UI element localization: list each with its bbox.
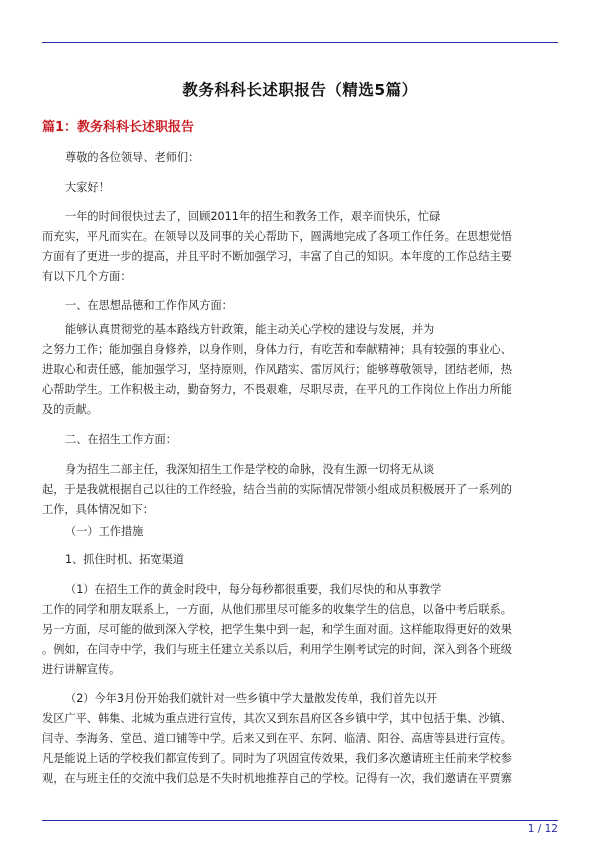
body-line: 能够认真贯彻党的基本路线方针政策，能主动关心学校的建设与发展，并为 xyxy=(65,323,435,336)
body-line: 起，于是我就根据自己以往的工作经验，结合当前的实际情况带领小组成员积极展开了一系列的 xyxy=(42,483,512,496)
body-line: 及的贡献。 xyxy=(42,403,98,416)
body-line: 闫寺、李海务、堂邑、道口铺等中学。后来又到在平、东阿、临清、阳谷、高唐等县进行宣传。 xyxy=(42,732,512,745)
body-line: 另一方面，尽可能的做到深入学校，把学生集中到一起，和学生面对面。这样能取得更好的效果 xyxy=(42,623,512,636)
body-line: 心帮助学生。工作积极主动，勤奋努力，不畏艰难，尽职尽责，在平凡的工作岗位上作出力所能 xyxy=(42,383,512,396)
body-line: 二、在招生工作方面： xyxy=(65,433,177,446)
body-line: （一）工作措施 xyxy=(65,525,144,538)
body-line: 尊敬的各位领导、老师们： xyxy=(65,151,200,164)
body-line: 大家好！ xyxy=(65,181,110,194)
body-line: 方面有了更进一步的提高，并且平时不断加强学习，丰富了自己的知识。本年度的工作总结主要 xyxy=(42,250,512,263)
header-rule xyxy=(42,42,558,43)
body-line: 一、在思想品德和工作作风方面： xyxy=(65,299,233,312)
document-title: 教务科科长述职报告（精选5篇） xyxy=(182,81,418,99)
body-line: 。例如，在闫寺中学，我们与班主任建立关系以后，利用学生刚考试完的时间，深入到各个班级 xyxy=(42,643,512,656)
footer-rule xyxy=(42,820,558,821)
body-line: 一年的时间很快过去了，回顾2011年的招生和教务工作，艰辛而快乐，忙碌 xyxy=(65,210,441,223)
body-line: 工作，具体情况如下： xyxy=(42,503,154,516)
body-line: 1、抓住时机、拓宽渠道 xyxy=(65,553,184,566)
body-line: （2）今年3月份开始我们就针对一些乡镇中学大量散发传单，我们首先以开 xyxy=(65,692,438,705)
body-line: 发区广平、韩集、北城为重点进行宣传，其次又到东昌府区各乡镇中学，其中包括于集、沙镇、 xyxy=(42,712,512,725)
body-line: 而充实，平凡而实在。在领导以及同事的关心帮助下，圆满地完成了各项工作任务。在思想觉悟 xyxy=(42,230,512,243)
body-line: 之努力工作；能加强自身修养，以身作则，身体力行，有吃苦和奉献精神；具有较强的事业心、 xyxy=(42,343,512,356)
body-line: 进取心和责任感，能加强学习，坚持原则，作风踏实、雷厉风行；能够尊敬领导，团结老师，热 xyxy=(42,363,512,376)
body-line: 观，在与班主任的交流中我们总是不失时机地推荐自己的学校。记得有一次，我们邀请在平贾寨 xyxy=(42,772,512,785)
body-line: 身为招生二部主任，我深知招生工作是学校的命脉，没有生源一切将无从谈 xyxy=(65,463,435,476)
section-title: 篇1：教务科科长述职报告 xyxy=(42,120,195,135)
page-number: 1 / 12 xyxy=(527,823,558,835)
body-line: （1）在招生工作的黄金时段中，每分每秒都很重要，我们尽快的和从事教学 xyxy=(65,583,442,596)
body-line: 有以下几个方面： xyxy=(42,270,132,283)
body-line: 工作的同学和朋友联系上，一方面，从他们那里尽可能多的收集学生的信息，以备中考后联系。 xyxy=(42,603,512,616)
body-line: 凡是能说上话的学校我们都宣传到了。同时为了巩固宣传效果，我们多次邀请班主任前来学校参 xyxy=(42,752,512,765)
body-line: 进行讲解宣传。 xyxy=(42,663,121,676)
